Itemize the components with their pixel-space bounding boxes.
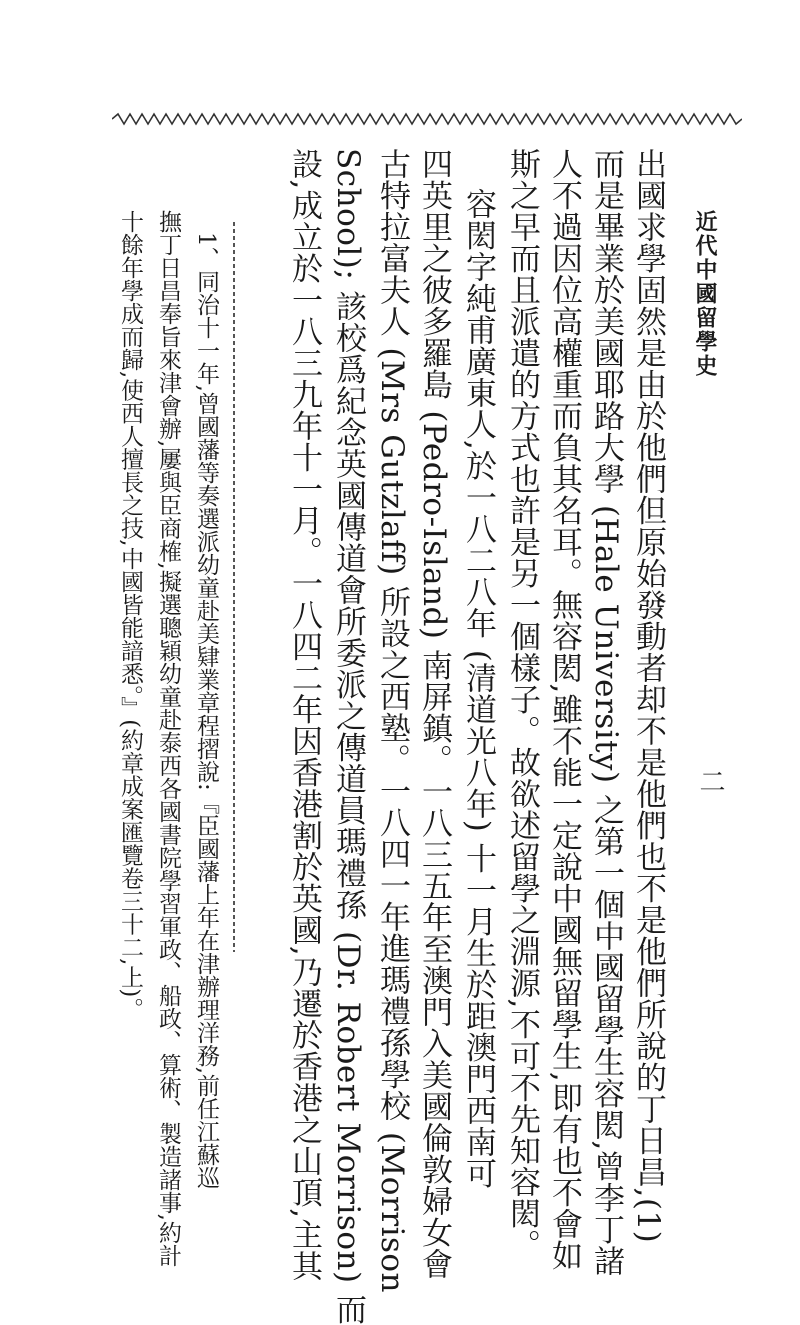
body-text-column: 設,成立於一八三九年十一月。一八四二年因香港割於英國,乃遷於香港之山頂,主其 xyxy=(286,148,322,1282)
body-text-column: 容閎字純甫廣東人,於一八二八年 (清道光八年) 十一月生於距澳門西南可 xyxy=(460,188,496,1190)
running-header-title: 近代中國留學史 xyxy=(692,210,718,378)
body-text-column: 出國求學固然是由於他們但原始發動者却不是他們也不是他們所說的丁日昌,(1) xyxy=(630,148,666,1244)
body-text-column: 古特拉富夫人 (Mrs Gutzlaff) 所設之西塾。一八四一年進瑪禮孫學校 (Morrison xyxy=(374,148,410,1294)
decorative-wavy-rule xyxy=(112,112,742,126)
body-text-column: 斯之早而且派遣的方式也許是另一個樣子。故欲述留學之淵源,不可不先知容閎。 xyxy=(504,148,540,1261)
body-text-column: School); 該校爲紀念英國傳道會所委派之傳道員瑪禮孫 (Dr. Robert Morrison) 而 xyxy=(330,148,366,1325)
body-text-column: 而是畢業於美國耶路大學 (Hale University) 之第一個中國留學生容閎,曾李丁諸 xyxy=(588,148,624,1277)
body-text-column: 人不過因位高權重而負其名耳。無容閎,雖不能一定說中國無留學生,即有也不會如 xyxy=(546,148,582,1272)
body-text-column: 四英里之彼多羅島 (Pedro-Island) 南屏鎮。一八三五年至澳門入美國倫敦婦女會 xyxy=(416,148,452,1280)
footnote-column: 1、同治十一年,曾國藩等奏選派幼童赴美肄業章程摺說:『臣國藩上年在津辦理洋務,前任江蘇巡 xyxy=(193,232,219,1190)
page-number: 二 xyxy=(695,768,725,794)
footnote-column: 撫丁日昌奉旨來津會辦,屢與臣商榷,擬選聰穎幼童赴泰西各國書院學習軍政、船政、算術、製造諸事,約計 xyxy=(155,210,181,1267)
footnote-column: 十餘年學成而歸,使西人擅長之技,中國皆能諳悉。』(約章成案匯覽卷三十二,上)。 xyxy=(117,210,143,1021)
footnote-divider xyxy=(233,222,235,952)
